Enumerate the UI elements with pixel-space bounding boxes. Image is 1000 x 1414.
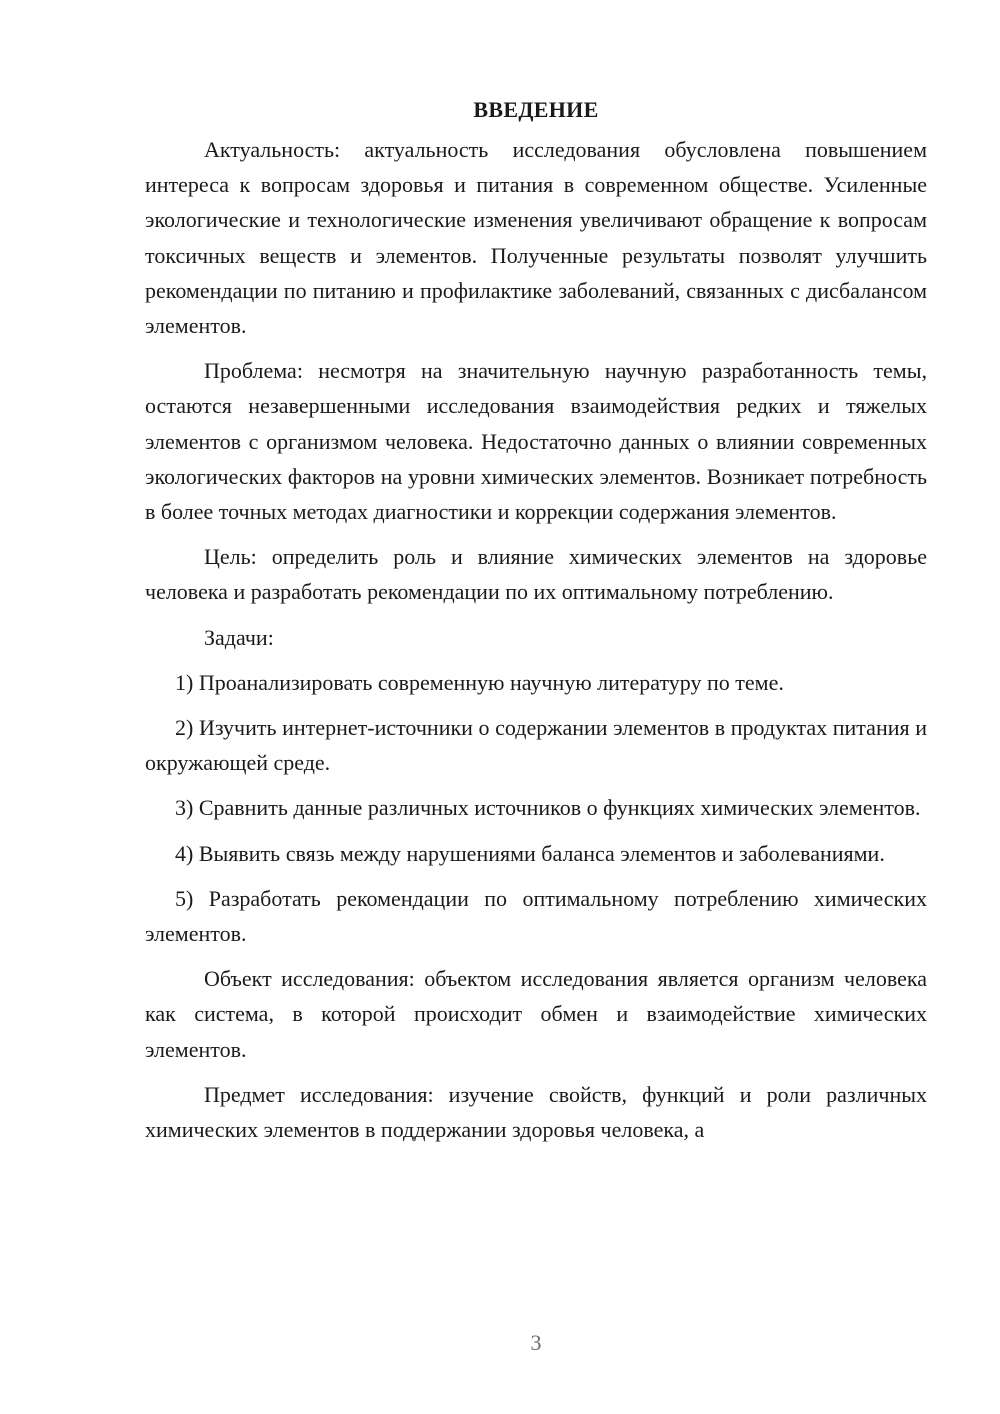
goal-paragraph: Цель: определить роль и влияние химических элементов на здоровье человека и разработать рекомендации по их оптимальному потреблению. bbox=[145, 544, 927, 605]
task-item-4: 4) Выявить связь между нарушениями баланса элементов и заболеваниями. bbox=[175, 840, 885, 866]
task-item-3: 3) Сравнить данные различных источников о функциях химических элементов. bbox=[175, 795, 921, 821]
task-item-1: 1) Проанализировать современную научную литературу по теме. bbox=[175, 669, 784, 695]
problem-paragraph: Проблема: несмотря на значительную научную разработанность темы, остаются незавершенными исследования взаимодействия редких и тяжелых элементов с организмом человека. Недостаточно данных о влиянии современных экологических факторов на уровни химических элементов. Возникает потребность в более точных методах диагностики и коррекции содержания элементов. bbox=[145, 358, 927, 525]
page-number: 3 bbox=[530, 1330, 542, 1355]
page-content bbox=[145, 88, 927, 1157]
subject-paragraph: Предмет исследования: изучение свойств, функций и роли различных химических элементов в поддержании здоровья человека, а bbox=[145, 1081, 927, 1143]
task-item-2: 2) Изучить интернет-источники о содержании элементов в продуктах питания и окружающей среде. bbox=[145, 715, 927, 776]
relevance-paragraph: Актуальность: актуальность исследования обусловлена повышением интереса к вопросам здоровья и питания в современном обществе. Усиленные экологические и технологические изменения увеличивают обращение к вопросам токсичных веществ и элементов. Полученные результаты позволят улучшить рекомендации по питанию и профилактике заболеваний, связанных с дисбалансом элементов. bbox=[145, 137, 927, 339]
section-heading: ВВЕДЕНИЕ bbox=[473, 97, 599, 122]
tasks-heading: Задачи: bbox=[204, 624, 274, 650]
object-paragraph: Объект исследования: объектом исследования является организм человека как система, в которой происходит обмен и взаимодействие химических элементов. bbox=[145, 966, 927, 1062]
task-item-5: 5) Разработать рекомендации по оптимальному потреблению химических элементов. bbox=[145, 885, 927, 947]
